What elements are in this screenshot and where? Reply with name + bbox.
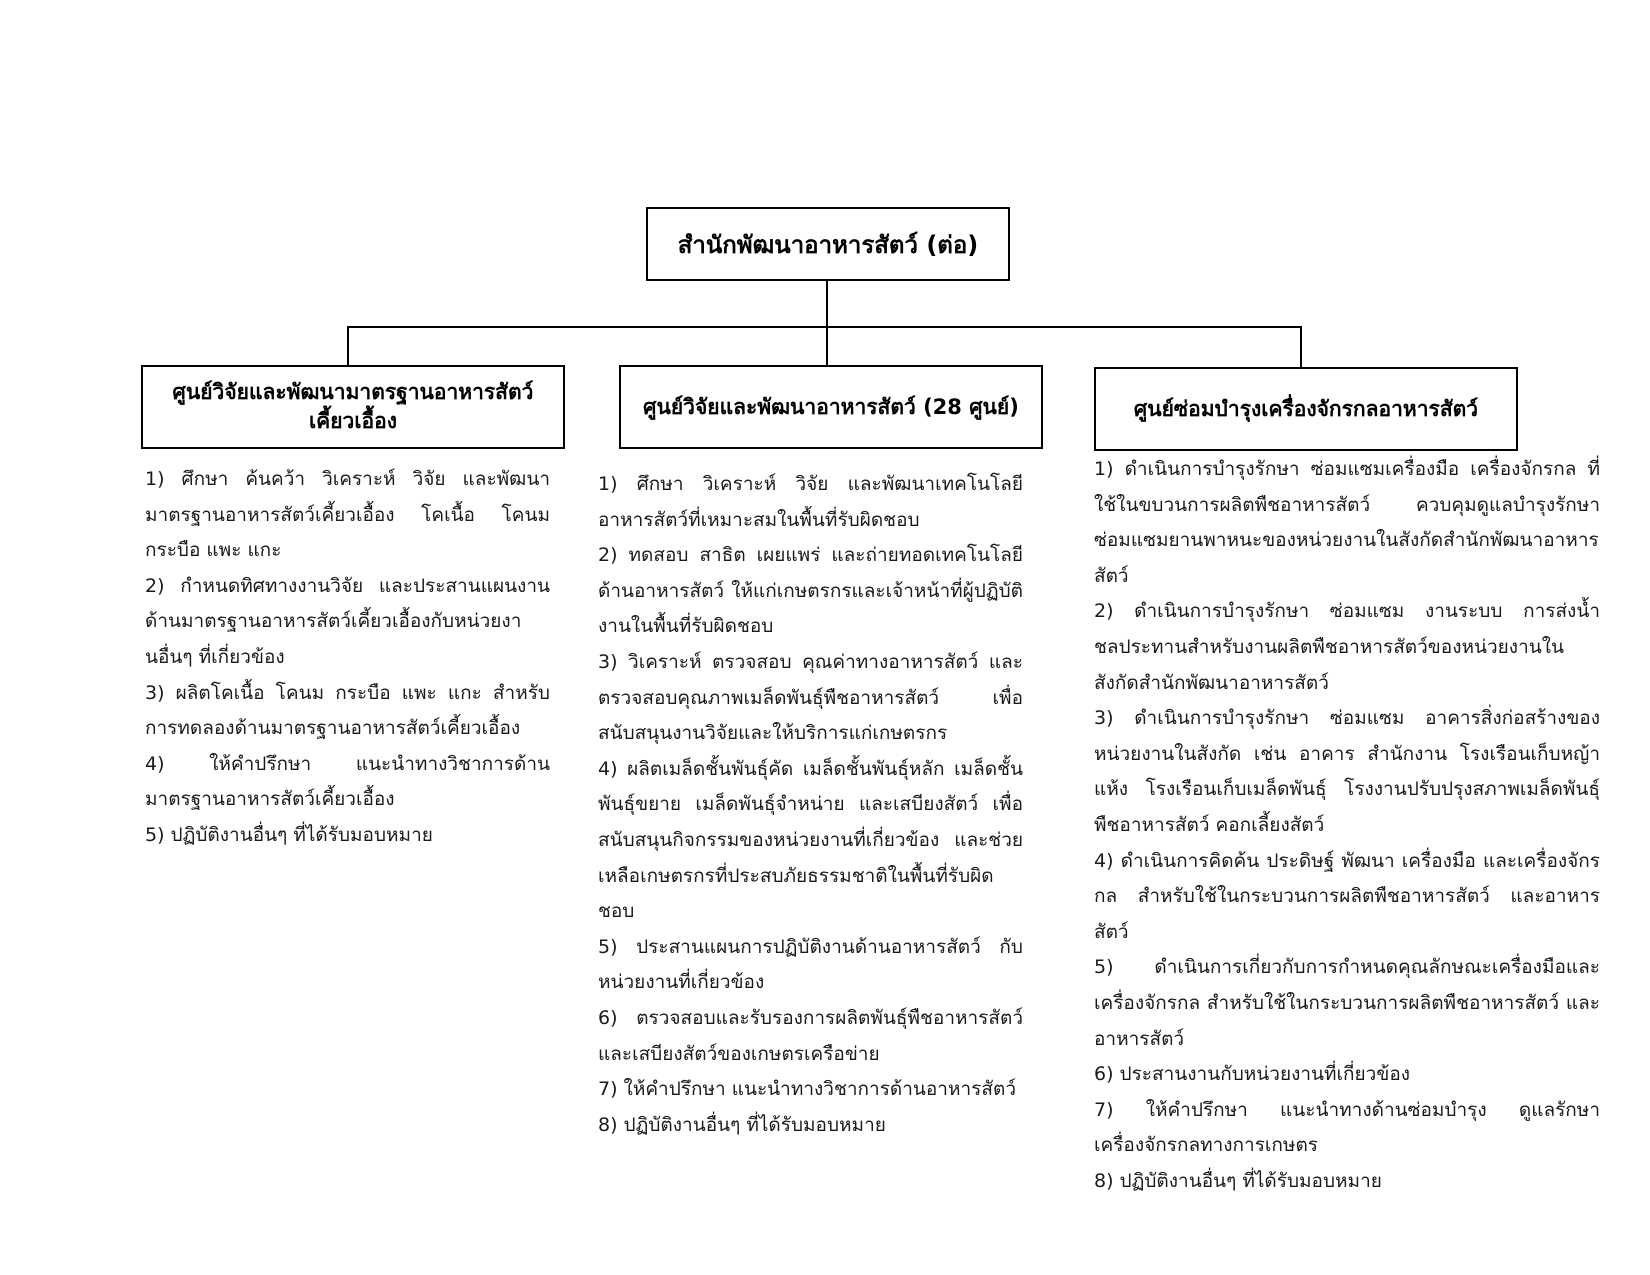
duty-list-feed-research-centers <box>598 467 1023 1143</box>
duty-item: 8) ปฏิบัติงานอื่นๆ ที่ได้รับมอบหมาย <box>1094 1169 1382 1192</box>
duty-list-ruminant-feed-standards <box>145 462 550 854</box>
duty-item: 1) ศึกษา วิเคราะห์ วิจัย และพัฒนาเทคโนโลยีอาหารสัตว์ที่เหมาะสมในพื้นที่รับผิดชอบ <box>598 473 1023 531</box>
duty-item: 1) ดำเนินการบำรุงรักษา ซ่อมแซมเครื่องมือ เครื่องจักรกล ที่ใช้ในขบวนการผลิตพืชอาหารสัตว์ ควบคุมดูแลบำรุงรักษา ซ่อมแซมยานพาหนะของหน่วยงานในสังกัดสำนักพัฒนาอาหารสัตว์ <box>1094 458 1600 587</box>
duty-item: 2) กำหนดทิศทางงานวิจัย และประสานแผนงานด้านมาตรฐานอาหารสัตว์เคี้ยวเอื้องกับหน่วยงานอื่นๆ ที่เกี่ยวข้อง <box>145 574 550 668</box>
duty-item: 5) ประสานแผนการปฏิบัติงานด้านอาหารสัตว์ กับหน่วยงานที่เกี่ยวข้อง <box>598 935 1023 994</box>
connector-horizontal <box>347 326 1302 328</box>
unit-title: ศูนย์วิจัยและพัฒนามาตรฐานอาหารสัตว์เคี้ยวเอื้อง <box>172 379 534 433</box>
duty-item: 2) ทดสอบ สาธิต เผยแพร่ และถ่ายทอดเทคโนโลยีด้านอาหารสัตว์ ให้แก่เกษตรกรและเจ้าหน้าที่ผู้ปฏิบัติงานในพื้นที่รับผิดชอบ <box>598 544 1023 638</box>
unit-box-machinery-maintenance <box>1094 367 1518 451</box>
duty-item: 3) วิเคราะห์ ตรวจสอบ คุณค่าทางอาหารสัตว์ และตรวจสอบคุณภาพเมล็ดพันธุ์พืชอาหารสัตว์ เพื่อสนับสนุนงานวิจัยและให้บริการแก่เกษตรกร <box>598 650 1023 745</box>
unit-box-ruminant-feed-standards <box>141 365 565 449</box>
duty-list-machinery-maintenance <box>1094 452 1600 1199</box>
root-box <box>646 207 1010 281</box>
duty-item: 2) ดำเนินการบำรุงรักษา ซ่อมแซม งานระบบ การส่งน้ำชลประทานสำหรับงานผลิตพืชอาหารสัตว์ของหน่วยงานในสังกัดสำนักพัฒนาอาหารสัตว์ <box>1094 600 1600 694</box>
duty-item: 7) ให้คำปรึกษา แนะนำทางด้านซ่อมบำรุง ดูแลรักษาเครื่องจักรกลทางการเกษตร <box>1094 1098 1600 1157</box>
connector-unit-0 <box>347 326 349 366</box>
duty-item: 5) ปฏิบัติงานอื่นๆ ที่ได้รับมอบหมาย <box>145 823 433 846</box>
duty-item: 4) ให้คำปรึกษา แนะนำทางวิชาการด้านมาตรฐานอาหารสัตว์เคี้ยวเอื้อง <box>145 752 550 811</box>
connector-root-down <box>826 281 828 327</box>
duty-item: 3) ดำเนินการบำรุงรักษา ซ่อมแซม อาคารสิ่งก่อสร้างของหน่วยงานในสังกัด เช่น อาคาร สำนักงาน โรงเรือนเก็บหญ้าแห้ง โรงเรือนเก็บเมล็ดพันธุ์ โรงงานปรับปรุงสภาพเมล็ดพันธุ์พืชอาหารสัตว์ คอกเลี้ยงสัตว์ <box>1094 707 1600 836</box>
duty-item: 6) ประสานงานกับหน่วยงานที่เกี่ยวข้อง <box>1094 1063 1411 1086</box>
root-title: สำนักพัฒนาอาหารสัตว์ (ต่อ) <box>677 230 979 259</box>
duty-item: 1) ศึกษา ค้นคว้า วิเคราะห์ วิจัย และพัฒนามาตรฐานอาหารสัตว์เคี้ยวเอื้อง โคเนื้อ โคนม กระบือ แพะ แกะ <box>145 468 550 562</box>
duty-item: 7) ให้คำปรึกษา แนะนำทางวิชาการด้านอาหารสัตว์ <box>598 1078 1016 1101</box>
duty-item: 4) ดำเนินการคิดค้น ประดิษฐ์ พัฒนา เครื่องมือ และเครื่องจักรกล สำหรับใช้ในกระบวนการผลิตพืชอาหารสัตว์ และอาหารสัตว์ <box>1094 849 1600 943</box>
duty-item: 4) ผลิตเมล็ดชั้นพันธุ์คัด เมล็ดชั้นพันธุ์หลัก เมล็ดชั้นพันธุ์ขยาย เมล็ดพันธุ์จำหน่าย และเสบียงสัตว์ เพื่อสนับสนุนกิจกรรมของหน่วยงานที่เกี่ยวข้อง และช่วยเหลือเกษตรกรที่ประสบภัยธรรมชาติในพื้นที่รับผิดชอบ <box>598 757 1023 923</box>
connector-unit-2 <box>1300 326 1302 368</box>
unit-title: ศูนย์วิจัยและพัฒนาอาหารสัตว์ (28 ศูนย์) <box>643 394 1019 419</box>
duty-item: 8) ปฏิบัติงานอื่นๆ ที่ได้รับมอบหมาย <box>598 1113 886 1136</box>
connector-unit-1 <box>826 326 828 366</box>
unit-title: ศูนย์ซ่อมบำรุงเครื่องจักรกลอาหารสัตว์ <box>1133 396 1479 421</box>
duty-item: 5) ดำเนินการเกี่ยวกับการกำหนดคุณลักษณะเครื่องมือและเครื่องจักรกล สำหรับใช้ในกระบวนการผลิตพืชอาหารสัตว์ และอาหารสัตว์ <box>1094 956 1600 1050</box>
unit-box-feed-research-centers <box>619 365 1043 449</box>
duty-item: 3) ผลิตโคเนื้อ โคนม กระบือ แพะ แกะ สำหรับการทดลองด้านมาตรฐานอาหารสัตว์เคี้ยวเอื้อง <box>145 681 550 740</box>
duty-item: 6) ตรวจสอบและรับรองการผลิตพันธุ์พืชอาหารสัตว์และเสบียงสัตว์ของเกษตรเครือข่าย <box>598 1006 1023 1065</box>
